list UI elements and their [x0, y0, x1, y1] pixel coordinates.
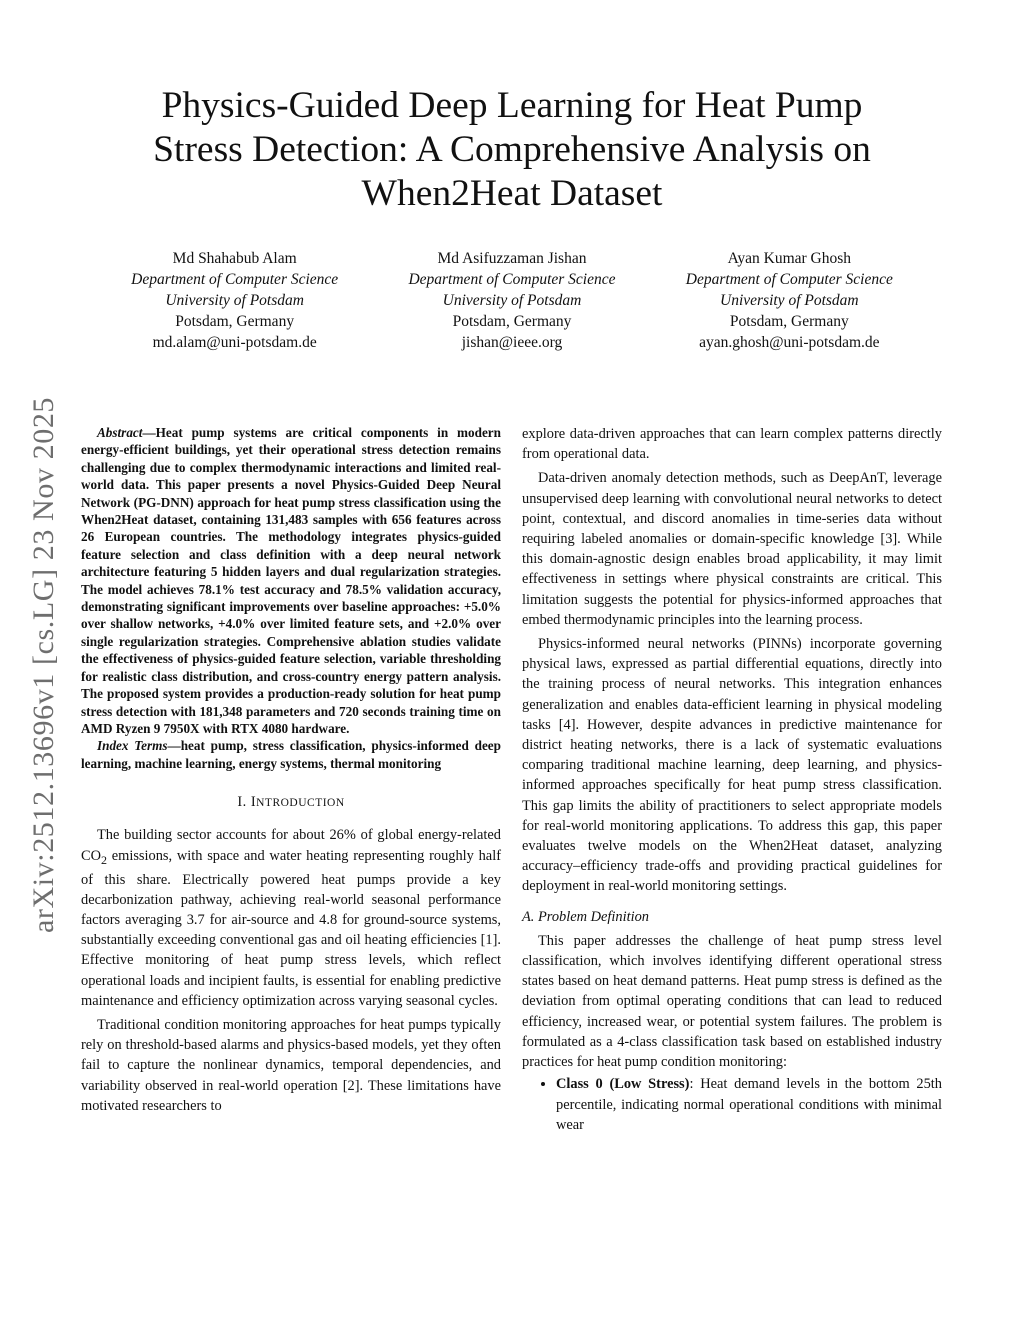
bullet-text: : Heat demand levels in the bottom 25th percentile, indicating normal operational conditions with minimal wear — [556, 1076, 942, 1133]
bullet-label: Class 0 (Low Stress) — [556, 1076, 690, 1093]
author-2 — [373, 248, 650, 353]
section-heading-introduction — [81, 792, 501, 813]
right-paragraph-continued: explore data-driven approaches that can learn complex patterns directly from operational data. — [522, 426, 942, 463]
co2-subscript: 2 — [101, 852, 107, 867]
section-numeral: I. — [237, 794, 251, 811]
author-univ: University of Potsdam — [442, 292, 582, 309]
paper-title — [96, 84, 928, 216]
subsection-heading-problem-definition: A. Problem Definition — [522, 908, 649, 925]
class-list — [522, 1074, 942, 1135]
author-name: Md Shahabub Alam — [172, 250, 297, 267]
author-3 — [651, 248, 928, 353]
author-location: Potsdam, Germany — [452, 313, 572, 330]
author-1 — [96, 248, 373, 353]
intro-paragraph-2: Traditional condition monitoring approaches for heat pumps typically rely on threshold-based alarms and physics-based models, yet they often fail to capture the nonlinear dynamics, temporal dependencies, and variability observed in real-world operation [2]. These limitations have motivated researchers to — [81, 1017, 501, 1114]
right-column — [522, 424, 942, 1135]
arxiv-stamp — [23, 372, 65, 958]
author-block — [96, 248, 928, 353]
author-dept: Department of Computer Science — [685, 271, 893, 288]
author-email[interactable]: md.alam@uni-potsdam.de — [152, 334, 317, 351]
left-column — [81, 424, 501, 1116]
author-dept: Department of Computer Science — [131, 271, 339, 288]
intro-paragraph-1 — [81, 825, 501, 1011]
author-univ: University of Potsdam — [165, 292, 304, 309]
author-dept: Department of Computer Science — [408, 271, 616, 288]
right-paragraph-3: This paper addresses the challenge of heat pump stress level classification, which involves identifying different operational stress states based on heat demand patterns. Heat pump stress is defined as the deviation from optimal operating conditions that can lead to reduced efficiency, increased wear, or potential system failures. The problem is formulated as a 4-class classification task based on established industry practices for heat pump condition monitoring: — [522, 932, 942, 1071]
title-line-1: Physics-Guided Deep Learning for Heat Pump — [161, 85, 863, 126]
abstract-text: —Heat pump systems are critical components in modern energy-efficient buildings, yet their operational stress detection remains challenging due to complex thermodynamic interactions and limited real-world data. This paper presents a novel Physics-Guided Deep Neural Network (PG-DNN) approach for heat pump stress classification using the When2Heat dataset, containing 131,483 samples with 656 features across 26 European countries. The methodology integrates physics-guided feature selection and class definition with a deep neural network architecture featuring 5 hidden layers and dual regularization strategies. The model achieves 78.1% test accuracy and 78.5% validation accuracy, demonstrating significant improvements over baseline approaches: +5.0% over shallow networks, +4.0% over limited feature sets, and +2.0% over single regularization strategies. Comprehensive ablation studies validate the effectiveness of physics-guided feature selection, variable thresholding for realistic class distribution, and cross-country energy pattern analysis. The proposed system provides a production-ready solution for heat pump stress detection with 181,348 parameters and 720 seconds training time on AMD Ryzen 9 7950X with RTX 4080 hardware. — [81, 425, 501, 736]
author-location: Potsdam, Germany — [729, 313, 849, 330]
abstract-label: Abstract — [97, 425, 143, 440]
author-email[interactable]: ayan.ghosh@uni-potsdam.de — [699, 334, 880, 351]
list-item — [556, 1074, 942, 1135]
author-location: Potsdam, Germany — [175, 313, 295, 330]
author-name: Md Asifuzzaman Jishan — [437, 250, 587, 267]
abstract — [81, 424, 501, 737]
author-univ: University of Potsdam — [720, 292, 859, 309]
index-terms — [81, 737, 501, 772]
intro-p1-end: emissions, with space and water heating representing roughly half of this share. Electrically powered heat pumps provide a key decarbonization pathway, achieving real-world seasonal performance factors averaging 3.7 for air-source and 4.8 for ground-source systems, substantially exceeding conventional gas and oil heating efficiencies [1]. Effective monitoring of heat pump stress levels, which reflect operational loads and incipient faults, is essential for enabling predictive maintenance and efficiency optimization across varying seasonal cycles. — [81, 847, 501, 1009]
index-terms-text: —heat pump, stress classification, physics-informed deep learning, machine learning, energy systems, thermal monitoring — [81, 738, 501, 771]
author-name: Ayan Kumar Ghosh — [727, 250, 852, 267]
section-initial: I — [250, 794, 257, 811]
right-paragraph-2: Physics-informed neural networks (PINNs) incorporate governing physical laws, expressed as partial differential equations, directly into the training process of neural networks. This integration enhances generalization and enables data-efficient learning in physical modeling tasks [4]. However, despite advances in predictive maintenance for district heating networks, there is a lack of systematic evaluations comparing traditional machine learning, deep learning, and physics-informed approaches specifically for heat pump stress classification. This gap limits the ability of practitioners to select appropriate models for real-world monitoring applications. To address this gap, this paper evaluates twelve models on the When2Heat dataset, analyzing accuracy–efficiency trade-offs and providing practical guidelines for deployment in real-world monitoring settings. — [522, 636, 942, 895]
intro-p1-start: The building sector accounts for about 26% of global energy-related CO — [81, 827, 501, 864]
arxiv-id: arXiv:2512.13696v1 [cs.LG] 23 Nov 2025 — [27, 396, 60, 934]
right-paragraph-1: Data-driven anomaly detection methods, such as DeepAnT, leverage unsupervised deep learning with convolutional neural networks to detect point, contextual, and discord anomalies in time-series data without requiring labeled anomalies or domain-specific knowledge [3]. While this domain-agnostic design enables broad applicability, it may limit effectiveness in settings where physical constraints are critical. This limitation suggests the potential for physics-informed approaches that embed thermodynamic principles into the learning process. — [522, 470, 942, 628]
title-line-3: When2Heat Dataset — [361, 173, 663, 214]
author-email[interactable]: jishan@ieee.org — [461, 334, 563, 351]
title-line-2: Stress Detection: A Comprehensive Analysis on — [153, 129, 871, 170]
section-rest: NTRODUCTION — [256, 797, 345, 810]
index-terms-label: Index Terms — [97, 738, 168, 754]
